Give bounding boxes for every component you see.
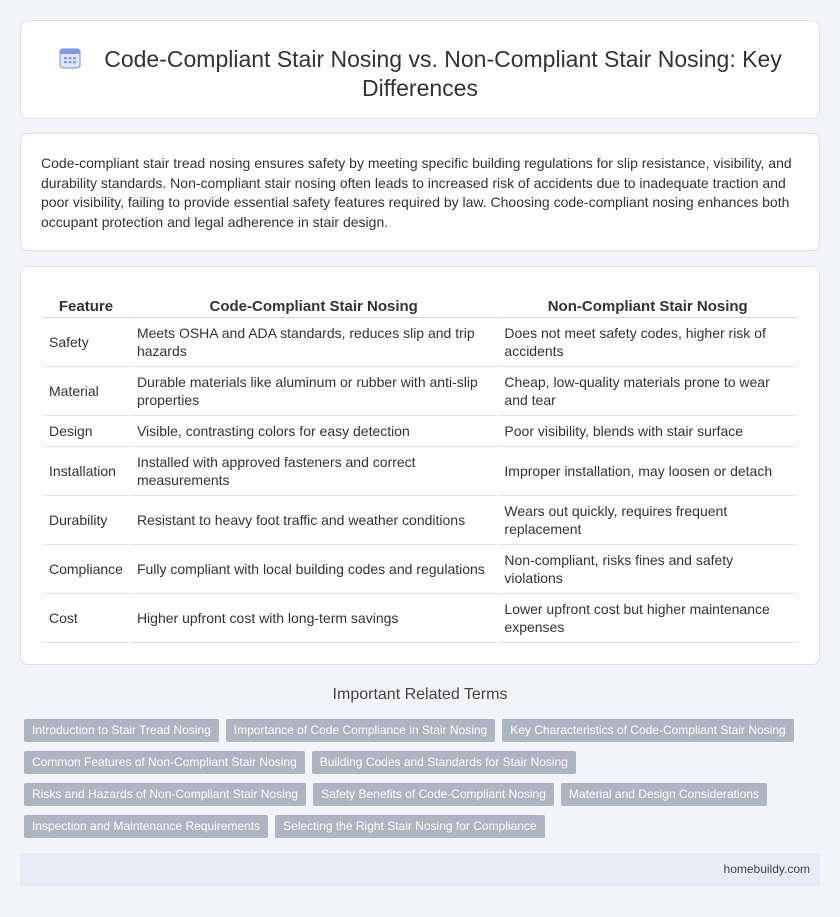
- related-term-tag[interactable]: Key Characteristics of Code-Compliant Stair Nosing: [502, 719, 793, 742]
- compliant-cell: Higher upfront cost with long-term savings: [131, 594, 496, 643]
- compliant-cell: Durable materials like aluminum or rubber with anti-slip properties: [131, 367, 496, 416]
- related-term-tag[interactable]: Material and Design Considerations: [561, 783, 767, 806]
- non-compliant-cell: Cheap, low-quality materials prone to wear and tear: [498, 367, 797, 416]
- footer: [20, 853, 820, 886]
- compliant-cell: Fully compliant with local building codes and regulations: [131, 545, 496, 594]
- compliant-cell: Visible, contrasting colors for easy detection: [131, 416, 496, 447]
- table-row: [43, 318, 797, 367]
- intro-card: [20, 133, 820, 251]
- related-term-tag[interactable]: Risks and Hazards of Non-Compliant Stair Nosing: [24, 783, 306, 806]
- header-feature: Feature: [43, 295, 129, 318]
- related-term-tag[interactable]: Importance of Code Compliance in Stair Nosing: [226, 719, 495, 742]
- page-title-wrap: [41, 45, 799, 103]
- comparison-card: [20, 266, 820, 665]
- table-header-row: [43, 295, 797, 318]
- header-code-compliant: Code-Compliant Stair Nosing: [131, 295, 496, 318]
- calendar-icon: [58, 46, 82, 70]
- table-row: [43, 367, 797, 416]
- feature-cell: Durability: [43, 496, 129, 545]
- comparison-table: [41, 295, 799, 643]
- non-compliant-cell: Poor visibility, blends with stair surface: [498, 416, 797, 447]
- page-title: Code-Compliant Stair Nosing vs. Non-Compliant Stair Nosing: Key Differences: [104, 46, 782, 101]
- table-row: [43, 545, 797, 594]
- footer-site-link[interactable]: homebuildy.com: [723, 862, 810, 876]
- related-term-tag[interactable]: Safety Benefits of Code-Compliant Nosing: [313, 783, 554, 806]
- related-term-tag[interactable]: Selecting the Right Stair Nosing for Compliance: [275, 815, 544, 838]
- intro-paragraph: Code-compliant stair tread nosing ensures safety by meeting specific building regulations for slip resistance, visibility, and durability standards. Non-compliant stair nosing often leads to increased risk of accidents due to inadequate traction and poor visibility, failing to provide essential safety features required by law. Choosing code-compliant nosing enhances both occupant protection and legal adherence in stair design.: [41, 155, 792, 230]
- compliant-cell: Resistant to heavy foot traffic and weather conditions: [131, 496, 496, 545]
- compliant-cell: Installed with approved fasteners and correct measurements: [131, 447, 496, 496]
- header-non-compliant: Non-Compliant Stair Nosing: [498, 295, 797, 318]
- table-row: [43, 496, 797, 545]
- non-compliant-cell: Lower upfront cost but higher maintenance expenses: [498, 594, 797, 643]
- related-terms-heading: Important Related Terms: [332, 686, 508, 703]
- feature-cell: Design: [43, 416, 129, 447]
- related-term-tag[interactable]: Common Features of Non-Compliant Stair Nosing: [24, 751, 305, 774]
- feature-cell: Material: [43, 367, 129, 416]
- non-compliant-cell: Improper installation, may loosen or detach: [498, 447, 797, 496]
- related-terms-list: [24, 719, 814, 838]
- non-compliant-cell: Wears out quickly, requires frequent replacement: [498, 496, 797, 545]
- table-row: [43, 594, 797, 643]
- feature-cell: Compliance: [43, 545, 129, 594]
- compliant-cell: Meets OSHA and ADA standards, reduces slip and trip hazards: [131, 318, 496, 367]
- non-compliant-cell: Does not meet safety codes, higher risk of accidents: [498, 318, 797, 367]
- feature-cell: Safety: [43, 318, 129, 367]
- table-row: [43, 447, 797, 496]
- table-row: [43, 416, 797, 447]
- related-term-tag[interactable]: Building Codes and Standards for Stair Nosing: [312, 751, 576, 774]
- non-compliant-cell: Non-compliant, risks fines and safety violations: [498, 545, 797, 594]
- feature-cell: Cost: [43, 594, 129, 643]
- related-term-tag[interactable]: Inspection and Maintenance Requirements: [24, 815, 268, 838]
- feature-cell: Installation: [43, 447, 129, 496]
- related-term-tag[interactable]: Introduction to Stair Tread Nosing: [24, 719, 219, 742]
- title-card: [20, 20, 820, 119]
